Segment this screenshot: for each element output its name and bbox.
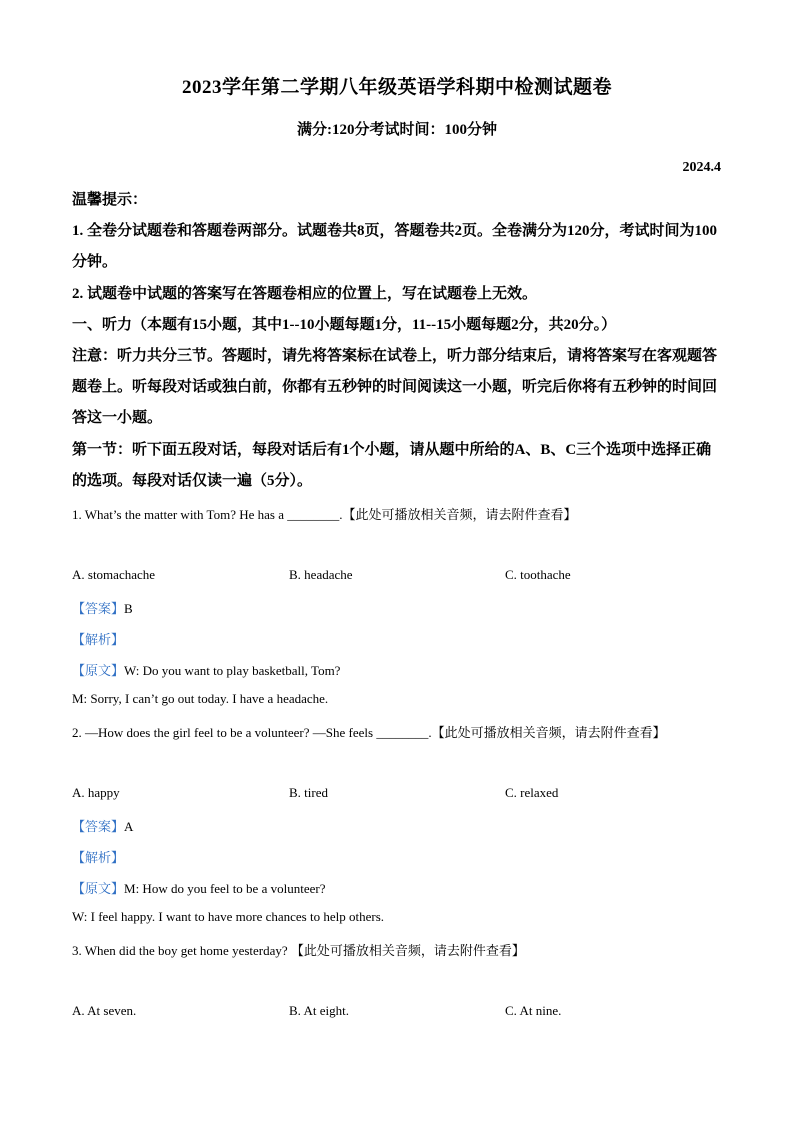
original-text: M: How do you feel to be a volunteer? [124, 881, 326, 896]
q2-original-line-2: W: I feel happy. I want to have more chances to help others. [72, 909, 384, 924]
answer-value: A [124, 819, 134, 834]
q2-analysis [72, 847, 124, 866]
exam-info: 满分:120分考试时间：100分钟 [297, 122, 497, 138]
q3-option-b: B. At eight. [289, 1003, 349, 1018]
q1-original-line-2: M: Sorry, I can’t go out today. I have a headache. [72, 691, 329, 706]
audio-note-link[interactable]: 【此处可播放相关音频，请去附件查看】 [290, 944, 525, 959]
q1-analysis [72, 629, 124, 648]
question-2 [72, 722, 666, 741]
q2-original [72, 878, 325, 897]
original-label: 【原文】 [72, 663, 125, 678]
section-title: 一、听力（本题有15小题，其中1--10小题每题1分，11--15小题每题2分，共20分。） [72, 317, 617, 333]
analysis-label: 【解析】 [72, 850, 125, 865]
question-2-stem: 2. —How does the girl feel to be a volunteer? —She feels ________. [72, 725, 432, 740]
q2-option-b: B. tired [289, 785, 328, 800]
q2-option-c: C. relaxed [505, 785, 559, 800]
q1-option-a: A. stomachache [72, 567, 156, 582]
q1-answer [72, 598, 133, 617]
part-one-instructions: 第一节：听下面五段对话，每段对话后有1个小题，请从题中所给的A、B、C三个选项中选择正确的选项。每段对话仅读一遍（5分）。 [72, 442, 712, 489]
exam-date: 2024.4 [682, 160, 721, 175]
q1-option-c: C. toothache [505, 567, 571, 582]
question-3 [72, 940, 525, 959]
q1-option-b: B. headache [289, 567, 353, 582]
notice-item-2: 2. 试题卷中试题的答案写在答题卷相应的位置上，写在试题卷上无效。 [72, 286, 538, 302]
answer-label: 【答案】 [72, 601, 125, 616]
question-1-stem: 1. What’s the matter with Tom? He has a ________. [72, 507, 343, 522]
audio-note-link[interactable]: 【此处可播放相关音频，请去附件查看】 [431, 726, 666, 741]
q2-option-a: A. happy [72, 785, 120, 800]
q1-original [72, 660, 340, 679]
q2-answer [72, 816, 133, 835]
question-1 [72, 504, 577, 523]
answer-label: 【答案】 [72, 819, 125, 834]
notice-item-1: 1. 全卷分试题卷和答题卷两部分。试题卷共8页，答题卷共2页。全卷满分为120分，考试时间为100分钟。 [72, 223, 718, 270]
page-title: 2023学年第二学期八年级英语学科期中检测试题卷 [181, 77, 612, 98]
q3-option-c: C. At nine. [505, 1003, 562, 1018]
question-3-stem: 3. When did the boy get home yesterday? [72, 943, 288, 958]
original-text: W: Do you want to play basketball, Tom? [124, 663, 341, 678]
analysis-label: 【解析】 [72, 632, 125, 647]
listening-note: 注意：听力共分三节。答题时，请先将答案标在试卷上，听力部分结束后，请将答案写在客观题答题卷上。听每段对话或独白前，你都有五秒钟的时间阅读这一小题，听完后你将有五秒钟的时间回答这一小题。 [72, 348, 718, 426]
q3-option-a: A. At seven. [72, 1003, 137, 1018]
original-label: 【原文】 [72, 881, 125, 896]
answer-value: B [124, 601, 133, 616]
audio-note-link[interactable]: 【此处可播放相关音频，请去附件查看】 [342, 508, 577, 523]
notice-heading: 温馨提示： [72, 192, 148, 208]
